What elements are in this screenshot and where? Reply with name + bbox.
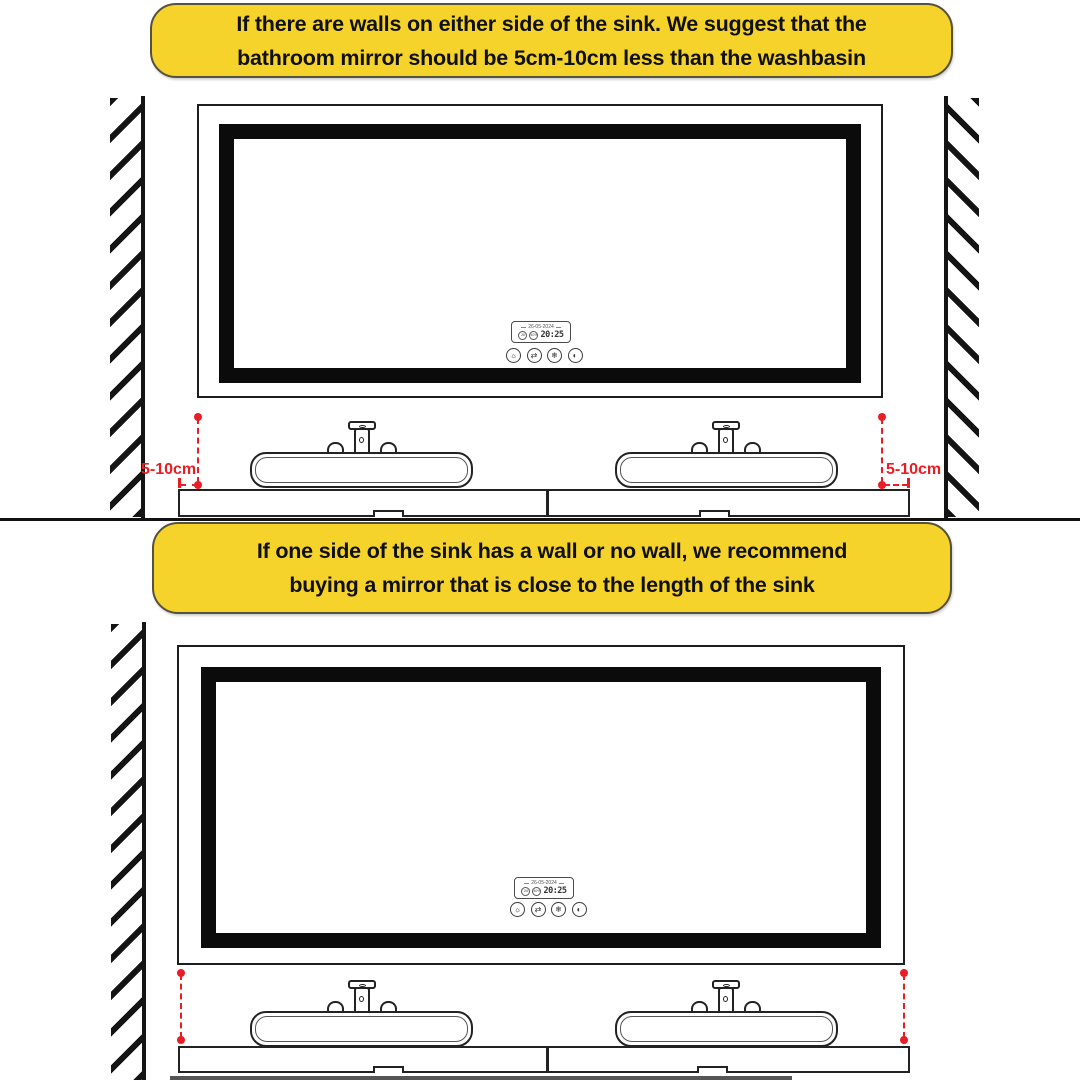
faucet (327, 980, 397, 1012)
vanity-cabinet (178, 489, 910, 517)
defog-button-icon (551, 902, 566, 917)
faucet (691, 980, 761, 1012)
led-display-panel (511, 321, 571, 343)
light-glyph: ☼ (513, 904, 522, 914)
display-date: 26-05-2024 (528, 324, 554, 330)
washbasin-right (615, 452, 838, 488)
banner-text-line2: bathroom mirror should be 5cm-10cm less than the washbasin (237, 45, 866, 70)
vanity-cabinet (178, 1046, 910, 1073)
top-instruction-banner (150, 3, 953, 78)
left-wall-line (142, 622, 146, 1080)
washbasin-rim (255, 1016, 468, 1042)
mirror-control-buttons (506, 348, 583, 363)
faucet-hole (723, 437, 728, 443)
display-main-row (518, 330, 563, 340)
faucet (327, 421, 397, 453)
washbasin-rim (255, 457, 468, 483)
color-temp-glyph: ⇄ (530, 350, 538, 360)
left-wall-hatching (110, 98, 141, 517)
display-dash-right (556, 327, 561, 328)
washbasin-rim (620, 1016, 833, 1042)
brightness-glyph: ◐ (576, 904, 582, 914)
light-glyph: ☼ (509, 350, 518, 360)
banner-text-line1: If one side of the sink has a wall or no wall, we recommend (256, 539, 848, 563)
brightness-button-icon (572, 902, 587, 917)
dimension-dot (900, 1036, 908, 1044)
display-main-row (521, 886, 566, 896)
light-power-button-icon (510, 902, 525, 917)
right-edge-dimension-line (903, 974, 905, 1038)
cabinet-divider (546, 1048, 549, 1071)
right-gap-tick (907, 478, 910, 488)
left-gap-dimension-line (197, 418, 199, 483)
banner-text-line2: buying a mirror that is close to the length of the sink (289, 573, 815, 597)
left-gap-label: 5-10cm (141, 461, 197, 478)
washbasin-left (250, 1011, 473, 1047)
cabinet-foot (373, 1066, 404, 1073)
cabinet-divider (546, 491, 549, 515)
left-edge-dimension-line (180, 974, 182, 1038)
brightness-glyph: ◐ (572, 350, 578, 360)
faucet-hole (359, 437, 364, 443)
section-divider-line (0, 518, 1080, 521)
right-wall-line (944, 96, 948, 519)
display-dash-left (521, 327, 526, 328)
clock-readout: 20:25 (543, 886, 567, 896)
temperature-readout (518, 331, 527, 340)
floor-line (170, 1076, 792, 1080)
left-wall-hatching (111, 624, 142, 1080)
led-display-panel (514, 877, 574, 899)
bottom-instruction-banner (152, 522, 952, 614)
faucet-hole (359, 996, 364, 1002)
brightness-button-icon (568, 348, 583, 363)
defog-glyph: ❄ (555, 904, 562, 914)
dimension-dot (177, 1036, 185, 1044)
faucet (691, 421, 761, 453)
faucet-hole (723, 996, 728, 1002)
banner-text-line1: If there are walls on either side of the sink. We suggest that the (236, 11, 867, 36)
display-dash-right (559, 883, 564, 884)
defog-button-icon (547, 348, 562, 363)
temperature-value: 26 (521, 333, 525, 337)
color-temp-button-icon (527, 348, 542, 363)
right-gap-extension-line (884, 484, 908, 486)
color-temp-button-icon (531, 902, 546, 917)
humidity-value: 40% (530, 333, 538, 337)
washbasin-rim (620, 457, 833, 483)
display-date: 26-05-2024 (531, 880, 557, 886)
temperature-readout (521, 887, 530, 896)
clock-readout: 20:25 (540, 330, 564, 340)
washbasin-left (250, 452, 473, 488)
left-wall-line (141, 96, 145, 519)
temperature-value: 26 (524, 889, 528, 893)
cabinet-foot (699, 510, 730, 517)
left-gap-tick (178, 478, 181, 488)
right-gap-label: 5-10cm (886, 461, 942, 478)
humidity-readout (532, 887, 541, 896)
cabinet-foot (697, 1066, 728, 1073)
washbasin-right (615, 1011, 838, 1047)
defog-glyph: ❄ (551, 350, 558, 360)
humidity-readout (529, 331, 538, 340)
cabinet-foot (373, 510, 404, 517)
right-wall-hatching (948, 98, 979, 517)
display-dash-left (524, 883, 529, 884)
color-temp-glyph: ⇄ (534, 904, 542, 914)
mirror-black-frame (219, 124, 861, 383)
right-gap-dimension-line (881, 418, 883, 483)
led-mirror (177, 645, 905, 965)
mirror-control-buttons (510, 902, 587, 917)
humidity-value: 40% (533, 889, 541, 893)
light-power-button-icon (506, 348, 521, 363)
left-gap-extension-line (180, 484, 198, 486)
